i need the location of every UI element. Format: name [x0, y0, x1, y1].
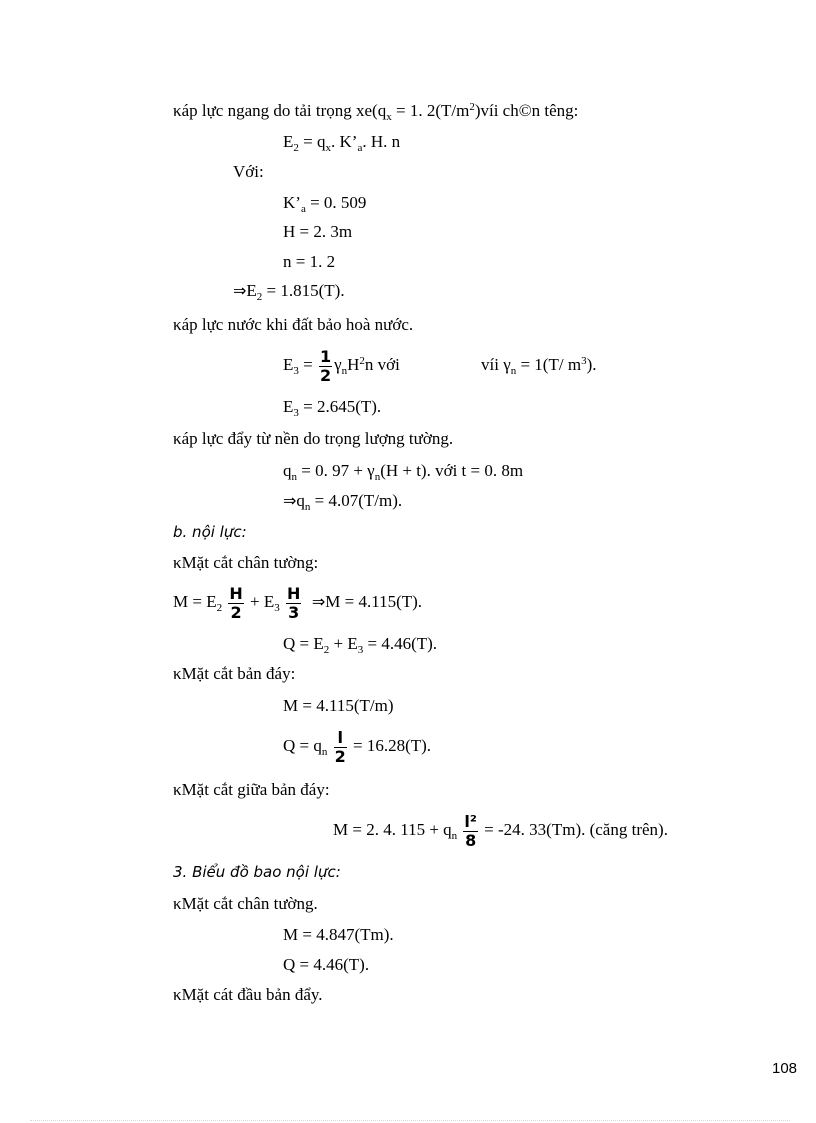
cut-slab-end-heading: κMặt cát đầu bản đẩy.	[173, 985, 323, 1004]
moment-envelope: M = 4.847(Tm).	[283, 925, 394, 944]
e2-formula: $E_2 = q_x$. $K’_a$. H. n	[283, 132, 401, 154]
fraction-l-over-2: $\frac{l}{2}$	[334, 727, 346, 766]
fraction-one-half: $\frac{1}{2}$	[319, 346, 332, 385]
footer-divider	[30, 1120, 790, 1121]
moment-base-slab: M = 4.115(T/m)	[283, 696, 394, 715]
cut-mid-slab-heading: κMặt cắt giữa bản đáy:	[173, 780, 330, 799]
implies-icon: ⇒	[283, 491, 297, 510]
cut-base-slab-heading: κMặt cắt bản đáy:	[173, 664, 296, 683]
qn-formula: $q_n = 0$. $97 + \gamma_n(H + t)$. với t = 0. 8m	[283, 461, 524, 483]
uplift-pressure-heading: κáp lực đẩy từ nền do trọng lượng tường.	[173, 429, 454, 448]
implies-icon: ⇒	[311, 592, 326, 611]
moment-mid-slab-formula: M = 2. 4. $115 + q_n$ $\frac{\text{l²}}{8}$ = -24. 33(Tm). (căng trên).	[333, 811, 668, 850]
fraction-h-over-3: $\frac{H}{3}$	[286, 583, 301, 622]
gamma-n-note: víi $\gamma_n = 1(T/$ $m^3$).	[481, 355, 597, 377]
with-label: Với:	[233, 162, 264, 181]
page-number: 108	[772, 1060, 798, 1077]
e3-result: $E_3 = 2.645(T)$.	[283, 397, 382, 419]
fraction-l2-over-8: $\frac{\text{l²}}{8}$	[464, 811, 477, 850]
cut-wall-base-heading: κMặt cắt chân tường:	[173, 553, 319, 572]
shear-envelope: Q = 4.46(T).	[283, 955, 370, 974]
implies-icon: ⇒	[233, 281, 247, 300]
moment-wall-base-formula: $M = E_2$ $\frac{H}{2}$ + $E_3$ $\frac{H}{3}$ ⇒M = 4.115(T).	[173, 583, 423, 622]
h-value: H = 2. 3m	[283, 222, 353, 241]
shear-base-slab-formula: $Q = q_n$ $\frac{l}{2}$ = 16.28(T).	[283, 727, 432, 766]
ka-value: $K’_a = 0$. 509	[283, 193, 367, 215]
e2-result: $\Rightarrow E_2 = 1.815(T)$.	[233, 281, 345, 303]
n-value: n = 1. 2	[283, 252, 336, 271]
internal-forces-heading: b. nội lực:	[173, 523, 247, 541]
fraction-h-over-2: $\frac{H}{2}$	[229, 583, 243, 622]
horizontal-pressure-heading: κáp lực ngang do tải trọng $xe(q_x = 1$. $2(T/m^2)víi$ ch©n têng:	[173, 101, 579, 123]
shear-wall-base: $Q = E_2 + E_3 = 4.46(T)$.	[283, 634, 438, 656]
water-pressure-heading: κáp lực nước khi đất bảo hoà nước.	[173, 315, 414, 334]
e3-formula: $E_3$ = $\frac{1}{2}$ $\gamma_nH^2n$ với	[283, 346, 400, 385]
envelope-diagram-heading: 3. Biểu đồ bao nội lực:	[173, 863, 341, 881]
qn-result: $\Rightarrow q_n = 4.07(T/m)$.	[283, 491, 403, 513]
cut-wall-base-heading-2: κMặt cắt chân tường.	[173, 894, 318, 913]
